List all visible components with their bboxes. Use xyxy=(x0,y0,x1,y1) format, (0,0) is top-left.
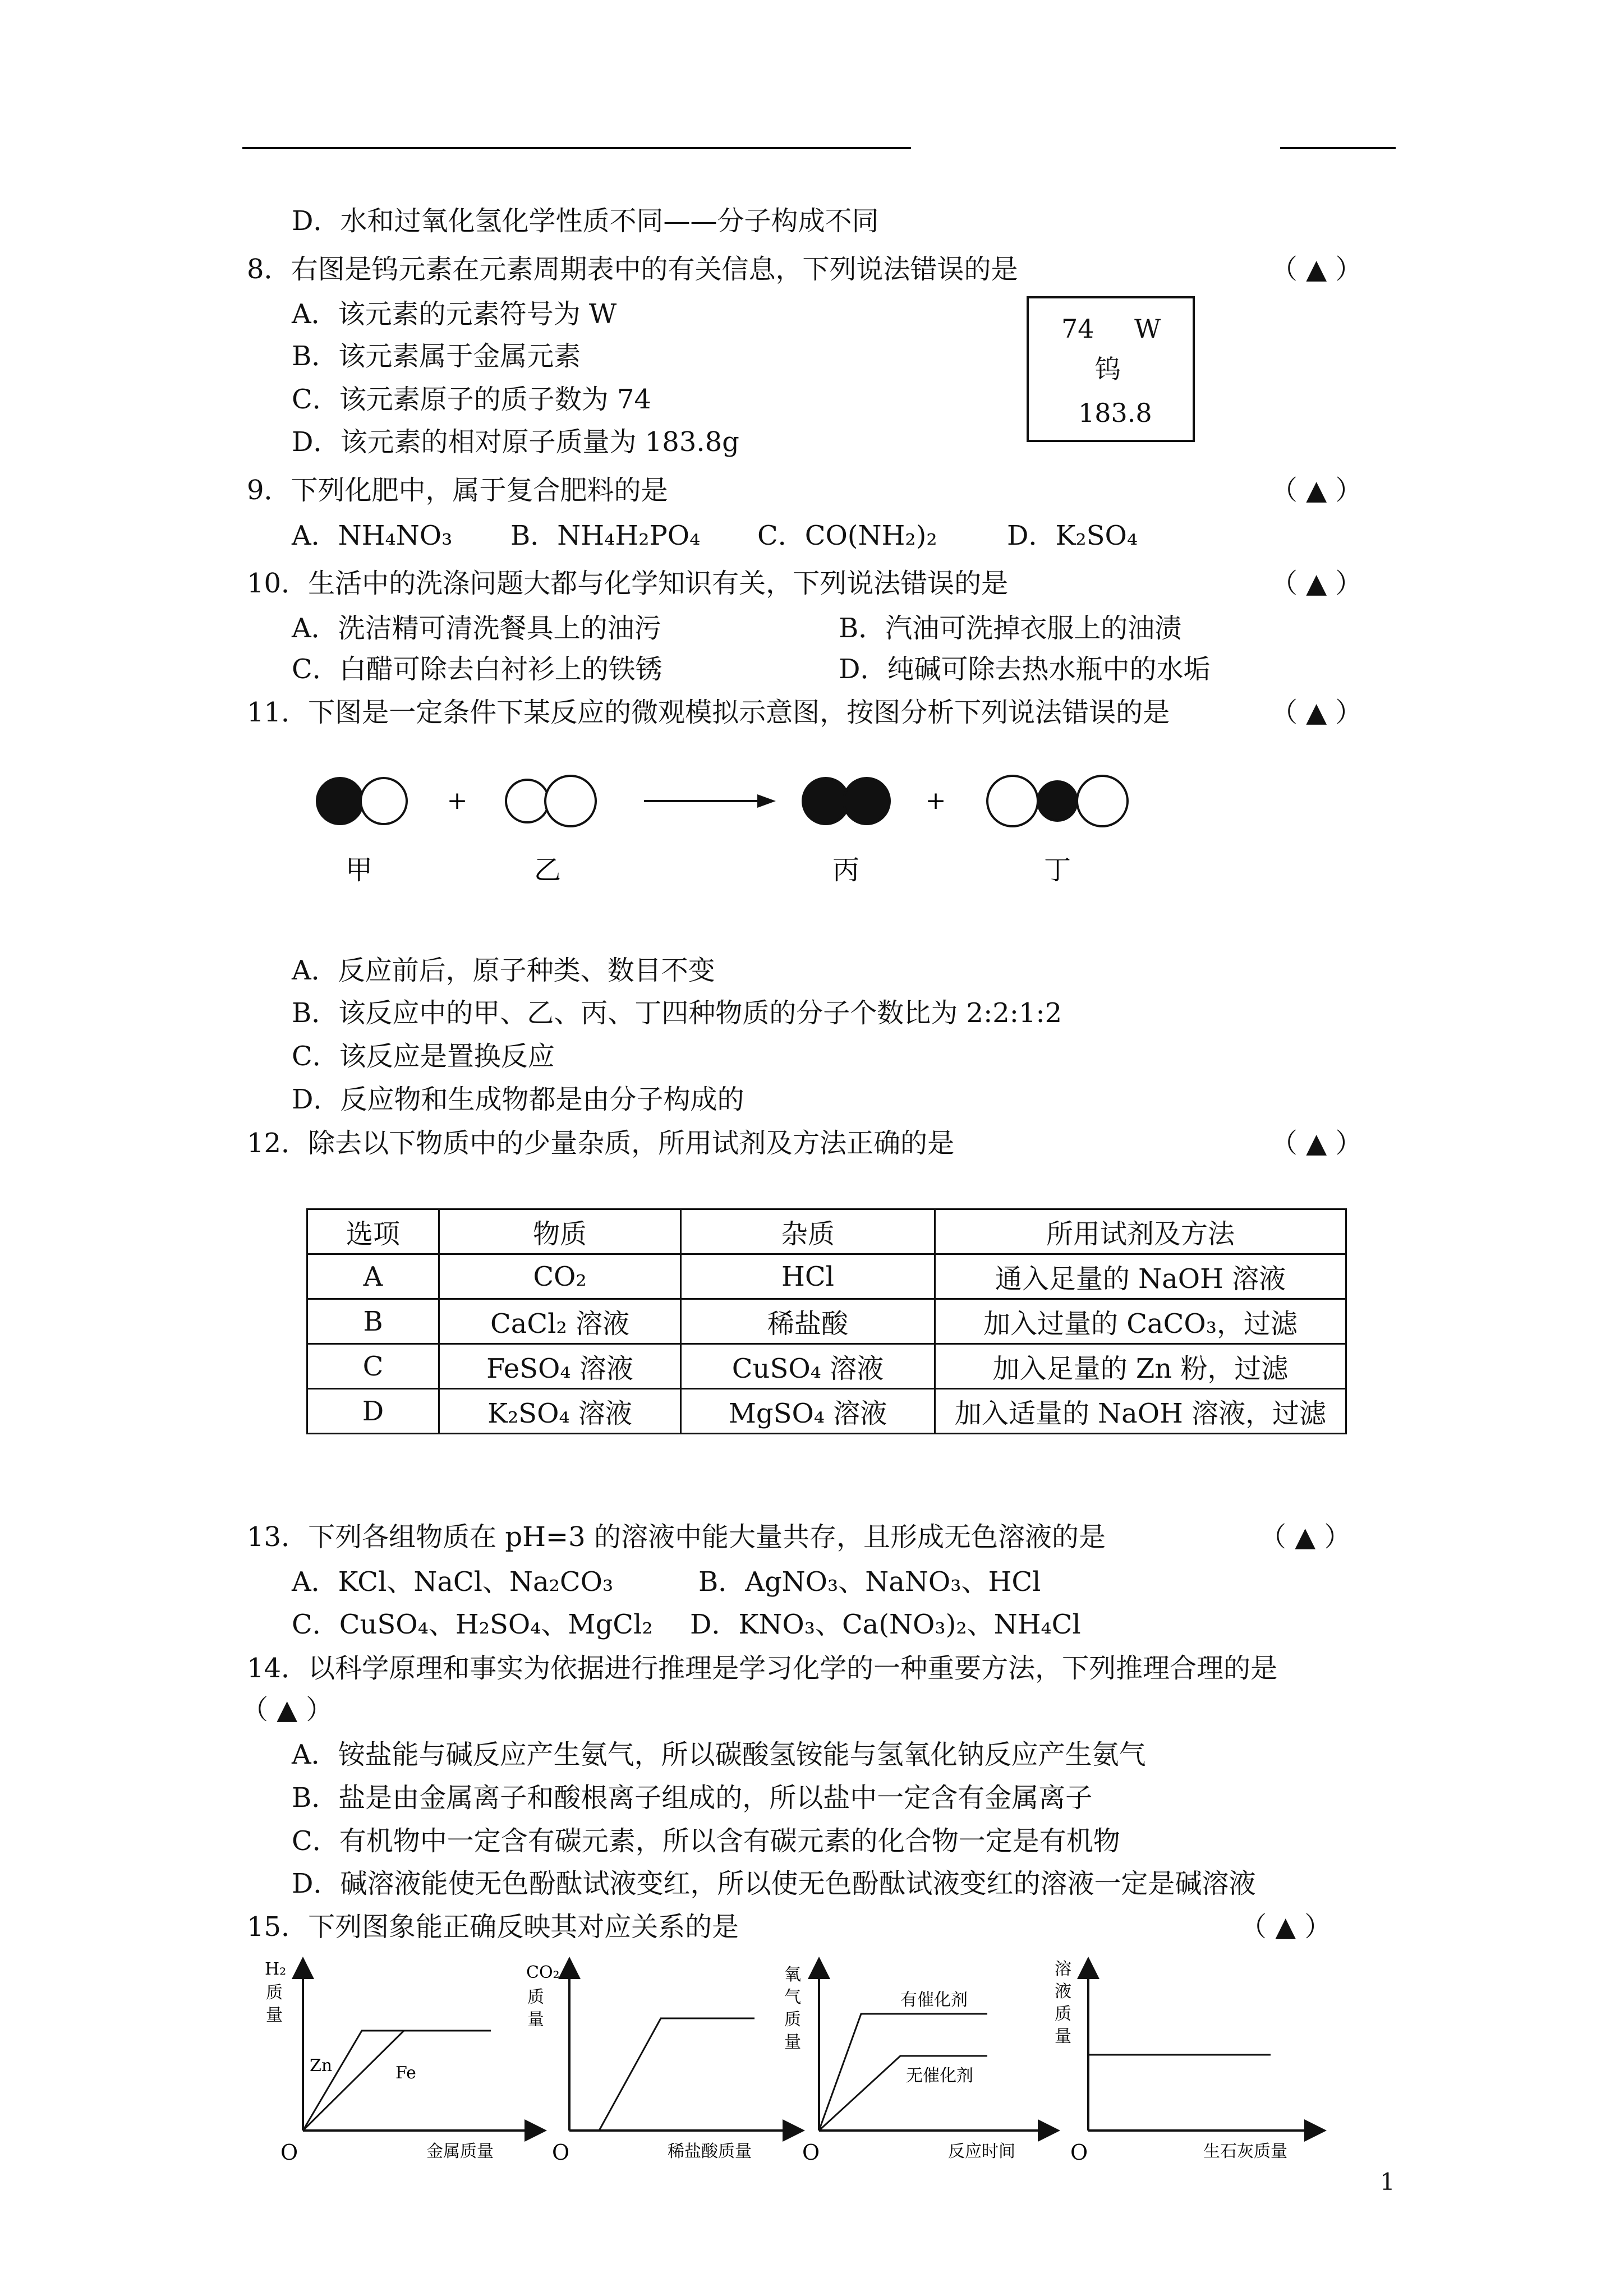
plus-sign-1: + xyxy=(447,786,468,815)
molecule-ding xyxy=(987,776,1128,826)
q13-option-d: D．KNO₃、Ca(NO₃)₂、NH₄Cl xyxy=(690,1609,1081,1640)
q9-option-b: B．NH₄H₂PO₄ xyxy=(510,520,701,551)
graph-4 xyxy=(1055,1959,1315,2165)
g1-zn-label: Zn xyxy=(310,2056,333,2076)
q14-option-d: D．碱溶液能使无色酚酞试液变红，所以使无色酚酞试液变红的溶液一定是碱溶液 xyxy=(292,1868,1256,1899)
molecule-jia xyxy=(317,778,407,824)
element-number: 74 xyxy=(1061,314,1094,344)
g3-no-catalyst-label: 无催化剂 xyxy=(906,2066,973,2086)
g2-y-label-1: CO₂ xyxy=(526,1963,560,1982)
header-rule-left xyxy=(242,147,911,149)
table-cell: A xyxy=(307,1254,439,1299)
label-ding: 丁 xyxy=(1043,854,1071,886)
g2-origin: O xyxy=(552,2140,570,2165)
q8-option-b: B．该元素属于金属元素 xyxy=(292,341,581,372)
table-header: 杂质 xyxy=(681,1209,935,1254)
table-header: 物质 xyxy=(439,1209,681,1254)
q13-option-c: C．CuSO₄、H₂SO₄、MgCl₂ xyxy=(292,1609,653,1640)
impurity-table xyxy=(306,1208,1347,1434)
g3-origin: O xyxy=(802,2140,820,2165)
q10-stem: 10．生活中的洗涤问题大都与化学知识有关，下列说法错误的是 xyxy=(247,568,1009,599)
table-cell: HCl xyxy=(681,1254,935,1299)
reaction-diagram xyxy=(0,763,1624,909)
g1-fe-label: Fe xyxy=(395,2063,416,2083)
graph-1 xyxy=(265,1959,536,2165)
table-cell: MgSO₄ 溶液 xyxy=(681,1389,935,1434)
q8-option-d: D．该元素的相对原子质量为 183.8g xyxy=(292,426,739,458)
q11-option-a: A．反应前后，原子种类、数目不变 xyxy=(292,955,715,986)
q13-option-a: A．KCl、NaCl、Na₂CO₃ xyxy=(292,1566,614,1598)
g1-origin: O xyxy=(280,2140,298,2165)
q11-answer-mark: （ ▲ ） xyxy=(1271,697,1363,728)
table-cell: K₂SO₄ 溶液 xyxy=(439,1389,681,1434)
g2-y-label-2: 质 xyxy=(527,1987,544,2007)
q11-option-c: C．该反应是置换反应 xyxy=(292,1041,555,1072)
q14-answer-mark: （ ▲ ） xyxy=(241,1694,333,1726)
table-cell: 通入足量的 NaOH 溶液 xyxy=(935,1254,1346,1299)
g1-y-label-3: 量 xyxy=(266,2005,283,2025)
table-row xyxy=(307,1299,1346,1344)
plus-sign-2: + xyxy=(925,786,946,815)
molecule-yi xyxy=(506,776,596,826)
g1-y-label-2: 质 xyxy=(266,1983,283,2003)
g2-x-label: 稀盐酸质量 xyxy=(668,2142,752,2161)
q10-option-d: D．纯碱可除去热水瓶中的水垢 xyxy=(839,654,1211,685)
table-cell: 加入足量的 Zn 粉，过滤 xyxy=(935,1344,1346,1389)
g3-catalyst-label: 有催化剂 xyxy=(900,1990,968,2010)
graph-2 xyxy=(526,1963,794,2165)
q13-option-b: B．AgNO₃、NaNO₃、HCl xyxy=(698,1566,1041,1598)
table-header: 选项 xyxy=(307,1209,439,1254)
table-cell: 加入适量的 NaOH 溶液，过滤 xyxy=(935,1389,1346,1434)
g3-x-label: 反应时间 xyxy=(948,2142,1015,2161)
graph-3 xyxy=(784,1965,1049,2165)
q13-stem: 13．下列各组物质在 pH=3 的溶液中能大量共存，且形成无色溶液的是 xyxy=(247,1521,1106,1553)
molecule-bing xyxy=(803,778,890,824)
reaction-arrow xyxy=(644,794,776,808)
g3-y-label-1: 氧 xyxy=(784,1965,801,1985)
co2-line xyxy=(569,2018,755,2131)
g4-origin: O xyxy=(1070,2140,1088,2165)
g4-y-label-2: 液 xyxy=(1055,1982,1071,2001)
g4-x-label: 生石灰质量 xyxy=(1203,2142,1287,2161)
q8-stem: 8．右图是钨元素在元素周期表中的有关信息，下列说法错误的是 xyxy=(247,254,1018,285)
q14-option-a: A．铵盐能与碱反应产生氨气，所以碳酸氢铵能与氢氧化钠反应产生氨气 xyxy=(292,1739,1146,1770)
q15-answer-mark: （ ▲ ） xyxy=(1240,1911,1332,1943)
q8-option-c: C．该元素原子的质子数为 74 xyxy=(292,384,652,415)
label-yi: 乙 xyxy=(533,854,562,886)
q8-option-a: A．该元素的元素符号为 W xyxy=(292,298,617,330)
q10-answer-mark: （ ▲ ） xyxy=(1271,568,1363,599)
q12-stem: 12．除去以下物质中的少量杂质，所用试剂及方法正确的是 xyxy=(247,1128,955,1159)
g3-y-label-3: 质 xyxy=(784,2010,801,2030)
table-cell: CaCl₂ 溶液 xyxy=(439,1299,681,1344)
table-cell: FeSO₄ 溶液 xyxy=(439,1344,681,1389)
header-rule-right xyxy=(1280,147,1396,149)
q10-option-c: C．白醋可除去白衬衫上的铁锈 xyxy=(292,654,663,685)
table-cell: B xyxy=(307,1299,439,1344)
q14-option-b: B．盐是由金属离子和酸根离子组成的，所以盐中一定含有金属离子 xyxy=(292,1782,1093,1814)
g3-y-label-2: 气 xyxy=(784,1987,801,2007)
q11-option-b: B．该反应中的甲、乙、丙、丁四种物质的分子个数比为 2:2:1:2 xyxy=(292,997,1062,1029)
table-cell: CuSO₄ 溶液 xyxy=(681,1344,935,1389)
q15-stem: 15．下列图象能正确反映其对应关系的是 xyxy=(247,1911,739,1943)
q10-option-b: B．汽油可洗掉衣服上的油渍 xyxy=(839,613,1182,644)
table-cell: 加入过量的 CaCO₃，过滤 xyxy=(935,1299,1346,1344)
g2-y-label-3: 量 xyxy=(527,2010,544,2030)
q7-option-d: D．水和过氧化氢化学性质不同——分子构成不同 xyxy=(292,205,879,237)
q9-option-c: C．CO(NH₂)₂ xyxy=(757,520,937,551)
element-symbol: W xyxy=(1134,314,1161,344)
q11-stem: 11．下图是一定条件下某反应的微观模拟示意图，按图分析下列说法错误的是 xyxy=(247,697,1170,728)
g4-y-label-4: 量 xyxy=(1055,2027,1071,2046)
g1-x-label: 金属质量 xyxy=(426,2142,494,2161)
element-name: 钨 xyxy=(1095,354,1121,384)
g4-y-label-3: 质 xyxy=(1055,2004,1071,2024)
q10-option-a: A．洗洁精可清洗餐具上的油污 xyxy=(292,613,661,644)
q8-answer-mark: （ ▲ ） xyxy=(1271,254,1363,285)
table-cell: CO₂ xyxy=(439,1254,681,1299)
g1-y-label-1: H₂ xyxy=(265,1959,287,1979)
q14-stem: 14．以科学原理和事实为依据进行推理是学习化学的一种重要方法，下列推理合理的是 xyxy=(247,1653,1278,1684)
q9-option-d: D．K₂SO₄ xyxy=(1007,520,1138,551)
g3-y-label-4: 量 xyxy=(784,2032,801,2052)
page-number: 1 xyxy=(1380,2168,1395,2196)
q13-answer-mark: （ ▲ ） xyxy=(1259,1521,1351,1553)
table-cell: C xyxy=(307,1344,439,1389)
q9-stem: 9．下列化肥中，属于复合肥料的是 xyxy=(247,475,668,506)
label-bing: 丙 xyxy=(832,854,860,886)
table-header: 所用试剂及方法 xyxy=(935,1209,1346,1254)
element-mass: 183.8 xyxy=(1078,398,1152,428)
table-cell: 稀盐酸 xyxy=(681,1299,935,1344)
q9-option-a: A．NH₄NO₃ xyxy=(292,520,453,551)
table-row xyxy=(307,1389,1346,1434)
label-jia: 甲 xyxy=(345,854,373,886)
q12-answer-mark: （ ▲ ） xyxy=(1271,1128,1363,1159)
q14-option-c: C．有机物中一定含有碳元素，所以含有碳元素的化合物一定是有机物 xyxy=(292,1825,1120,1857)
g4-y-label-1: 溶 xyxy=(1055,1959,1071,1979)
table-row xyxy=(307,1344,1346,1389)
table-cell: D xyxy=(307,1389,439,1434)
table-row xyxy=(307,1254,1346,1299)
element-tile xyxy=(1027,296,1195,442)
q9-answer-mark: （ ▲ ） xyxy=(1271,475,1363,506)
q11-option-d: D．反应物和生成物都是由分子构成的 xyxy=(292,1084,744,1115)
table-header-row xyxy=(307,1209,1346,1254)
